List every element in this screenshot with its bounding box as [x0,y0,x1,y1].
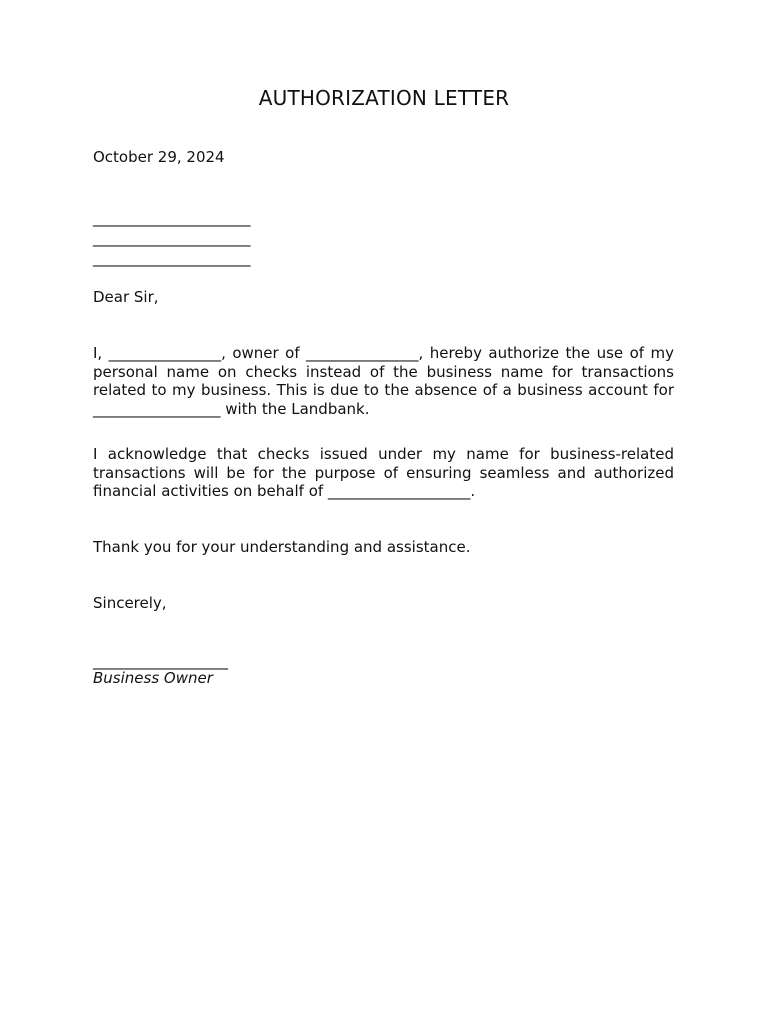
signer-title: Business Owner [93,669,213,687]
signature-line: __________________ [93,652,228,670]
recipient-address-block [93,208,674,268]
letter-date: October 29, 2024 [93,148,225,166]
address-line: _____________________ [93,249,251,267]
body-paragraph-acknowledgement: I acknowledge that checks issued under my name for business-related transactions will be for the purpose of ensuring seamless and authorized financial activities on behalf of ___________________. [93,445,674,500]
letter-title: AUTHORIZATION LETTER [258,86,510,110]
closing: Sincerely, [93,594,167,612]
address-line: _____________________ [93,229,251,247]
address-line: _____________________ [93,209,251,227]
body-paragraph-authorization: I, _______________, owner of _______________, hereby authorize the use of my personal name on checks instead of the business name for transactions related to my business. This is due to the absence of a business account for _________________ with the Landbank. [93,344,674,418]
salutation: Dear Sir, [93,288,159,306]
thank-you-line: Thank you for your understanding and assistance. [93,538,471,556]
